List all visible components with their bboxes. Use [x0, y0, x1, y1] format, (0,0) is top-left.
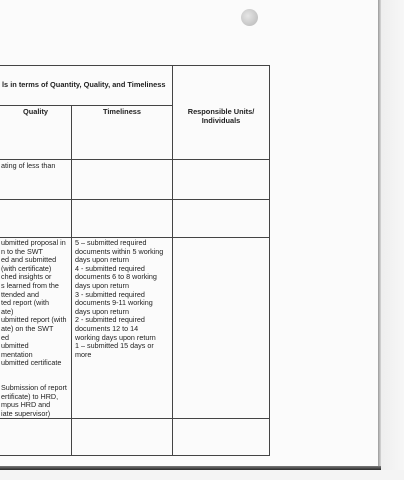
table-rule	[71, 105, 72, 455]
column-header-responsible: Responsible Units/ Individuals	[187, 107, 255, 125]
page-right-edge	[378, 0, 381, 470]
background-surface-bottom	[0, 470, 404, 480]
table-rule	[269, 65, 270, 455]
row3-timeliness-text: 5 – submitted required documents within 5 working days upon return 4 - submitted required documents 6 to 8 working days upon return 3 - submitted required documents 9-11 working days upon return 2 - submitted required documents 12 to 14 working days upon return 1 – submitted 15 days or more	[75, 238, 164, 359]
group-header: ls in terms of Quantity, Quality, and Timeliness	[2, 80, 166, 89]
column-header-timeliness: Timeliness	[102, 107, 142, 116]
punch-hole	[241, 9, 258, 26]
row1-quality-text: ating of less than	[1, 161, 56, 170]
row3-quality-note: Submission of report ertificate) to HRD, mpus HRD and iate supervisor)	[1, 383, 67, 418]
table-rule	[0, 199, 270, 200]
table-rule	[0, 105, 172, 106]
column-header-quality: Quality	[22, 107, 49, 116]
table-rule	[0, 65, 270, 66]
table-rule	[0, 159, 270, 160]
row3-quality-text: ubmitted proposal in n to the SWT ed and submitted (with certificate) ched insights or s learned from the ttended and ted report (with ate) ubmitted report (with ate) on the SWT ed ubmitted mentation ubmitted certificate	[1, 238, 67, 368]
background-surface-right	[381, 0, 404, 480]
table-rule	[0, 455, 270, 456]
